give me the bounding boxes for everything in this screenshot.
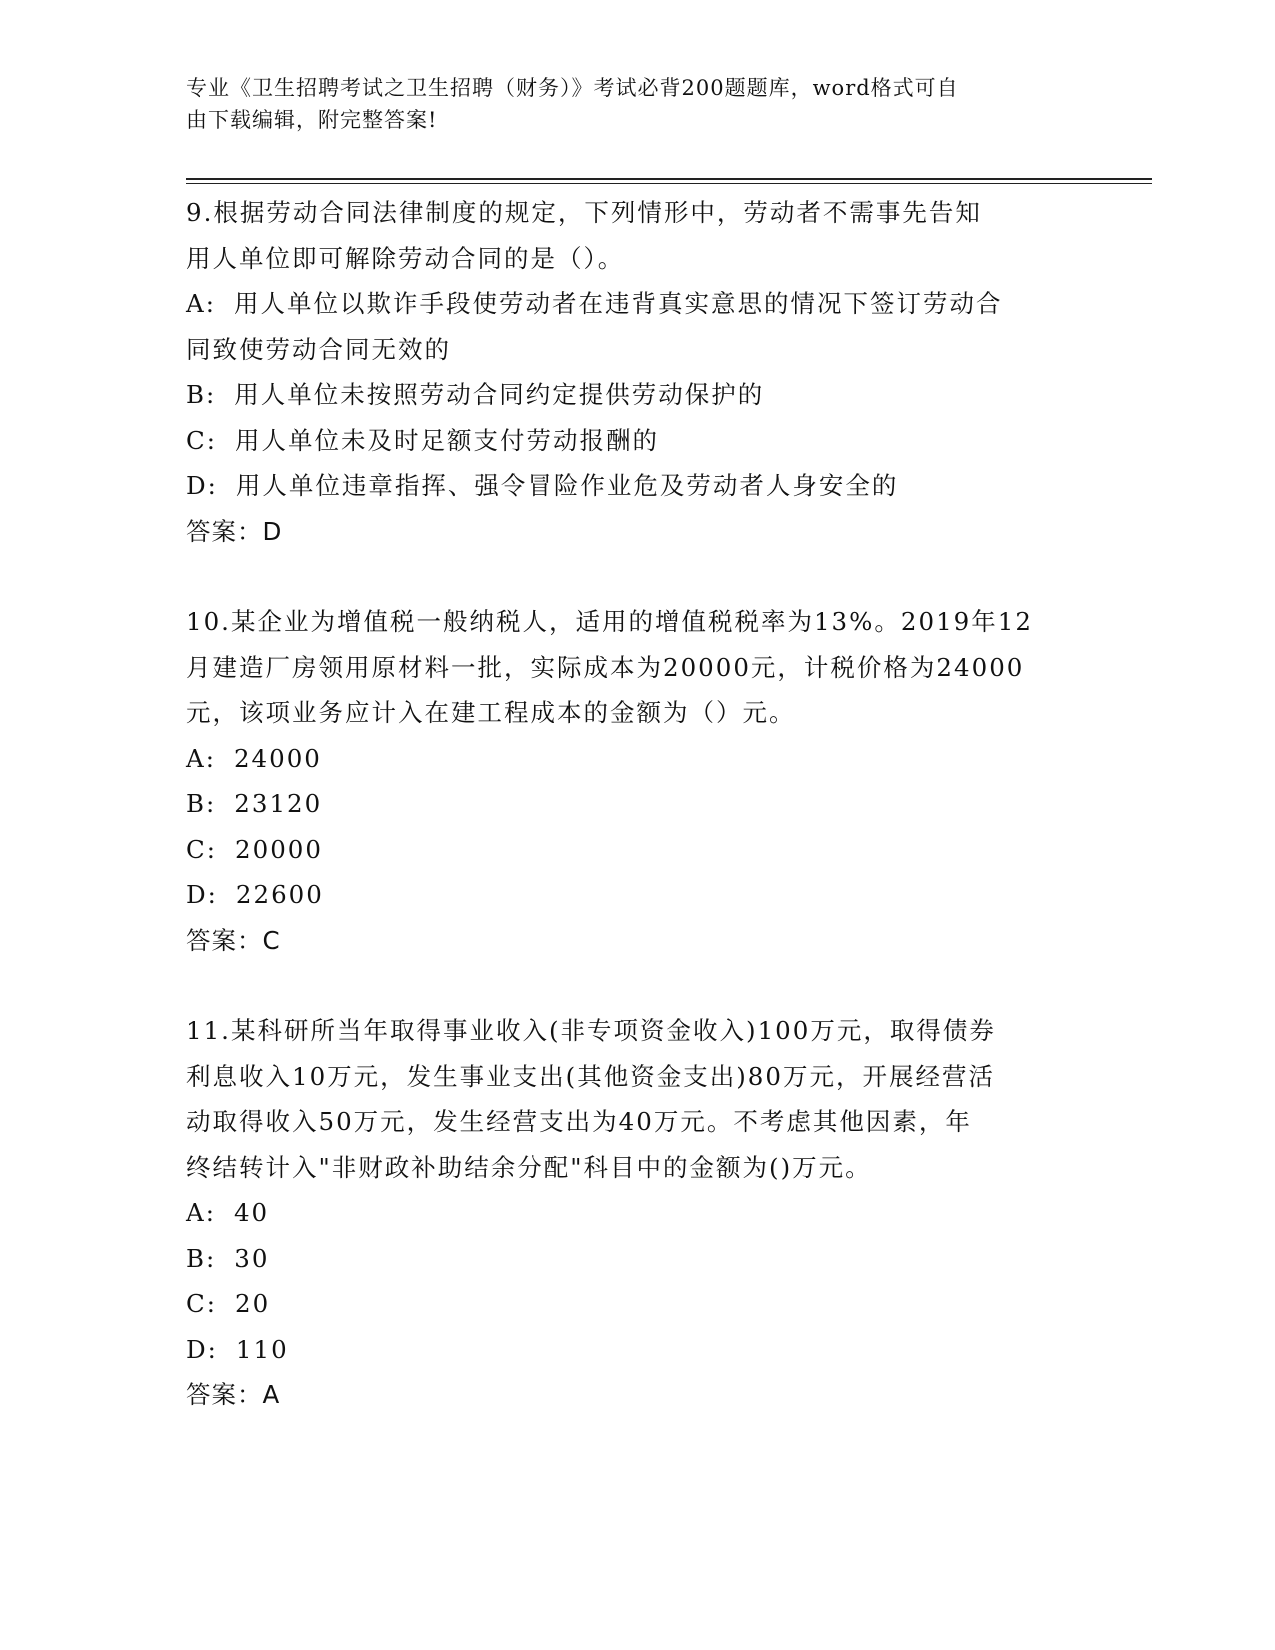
option-b bbox=[186, 372, 1086, 418]
question-stem bbox=[186, 1008, 1086, 1190]
option-letter: B: bbox=[186, 789, 217, 818]
option-list bbox=[186, 281, 1086, 509]
option-list bbox=[186, 736, 1086, 918]
stem-line: 终结转计入"非财政补助结余分配"科目中的金额为()万元。 bbox=[186, 1152, 872, 1182]
stem-line: 动取得收入50万元，发生经营支出为40万元。不考虑其他因素，年 bbox=[186, 1107, 972, 1136]
option-letter: C: bbox=[186, 1289, 218, 1318]
option-text: 20 bbox=[235, 1289, 271, 1318]
option-a bbox=[186, 736, 1086, 782]
stem-line: 10.某企业为增值税一般纳税人，适用的增值税税率为13%。2019年12 bbox=[186, 607, 1033, 636]
option-text: 20000 bbox=[235, 834, 323, 864]
stem-line: 9.根据劳动合同法律制度的规定，下列情形中，劳动者不需事先告知 bbox=[186, 198, 982, 227]
option-text: 110 bbox=[235, 1334, 289, 1364]
option-text: 同致使劳动合同无效的 bbox=[186, 334, 451, 364]
document-header bbox=[186, 72, 1066, 136]
question-9 bbox=[186, 190, 1086, 554]
option-letter: D: bbox=[186, 1334, 218, 1364]
stem-line: 11.某科研所当年取得事业收入(非专项资金收入)100万元，取得债券 bbox=[186, 1016, 996, 1045]
option-letter: B: bbox=[186, 380, 217, 409]
stem-line: 利息收入10万元，发生事业支出(其他资金支出)80万元，开展经营活 bbox=[186, 1061, 995, 1091]
question-list bbox=[186, 190, 1086, 1418]
option-letter: C: bbox=[186, 834, 218, 864]
option-letter: B: bbox=[186, 1243, 217, 1273]
option-letter: A: bbox=[186, 1198, 216, 1227]
option-text: 用人单位以欺诈手段使劳动者在违背真实意思的情况下签订劳动合 bbox=[233, 289, 1003, 318]
option-c bbox=[186, 827, 1086, 873]
option-d bbox=[186, 872, 1086, 918]
option-d bbox=[186, 1327, 1086, 1373]
question-11 bbox=[186, 1008, 1086, 1418]
header-divider-thin bbox=[186, 183, 1152, 184]
option-c bbox=[186, 1281, 1086, 1327]
header-line-2: 由下载编辑，附完整答案! bbox=[186, 108, 438, 132]
option-letter: D: bbox=[186, 471, 218, 500]
option-text: 40 bbox=[233, 1198, 270, 1227]
answer-line: 答案：A bbox=[186, 1380, 281, 1409]
option-text: 用人单位未按照劳动合同约定提供劳动保护的 bbox=[234, 380, 765, 409]
answer-line: 答案：C bbox=[186, 925, 281, 955]
stem-line: 月建造厂房领用原材料一批，实际成本为20000元，计税价格为24000 bbox=[186, 652, 1025, 682]
question-stem bbox=[186, 190, 1086, 281]
question-stem bbox=[186, 599, 1086, 736]
option-text: 24000 bbox=[233, 743, 322, 773]
stem-line: 用人单位即可解除劳动合同的是（）。 bbox=[186, 243, 625, 273]
option-letter: D: bbox=[186, 880, 218, 909]
option-list bbox=[186, 1190, 1086, 1372]
option-c bbox=[186, 418, 1086, 464]
option-d bbox=[186, 463, 1086, 509]
option-a bbox=[186, 1190, 1086, 1236]
option-a bbox=[186, 281, 1086, 372]
question-spacer bbox=[186, 554, 1086, 599]
question-10 bbox=[186, 599, 1086, 963]
header-line-1: 专业《卫生招聘考试之卫生招聘（财务）》考试必背200题题库，word格式可自 bbox=[186, 76, 959, 100]
option-text: 23120 bbox=[234, 789, 323, 818]
option-letter: A: bbox=[186, 743, 216, 773]
option-text: 30 bbox=[234, 1243, 270, 1273]
question-spacer bbox=[186, 963, 1086, 1008]
header-divider-thick bbox=[186, 178, 1152, 180]
stem-line: 元，该项业务应计入在建工程成本的金额为（）元。 bbox=[186, 698, 796, 727]
option-text: 用人单位违章指挥、强令冒险作业危及劳动者人身安全的 bbox=[235, 471, 899, 500]
answer-line: 答案：D bbox=[186, 516, 283, 546]
option-letter: A: bbox=[186, 289, 216, 318]
option-letter: C: bbox=[186, 425, 218, 455]
option-b bbox=[186, 1236, 1086, 1282]
option-b bbox=[186, 781, 1086, 827]
option-text: 用人单位未及时足额支付劳动报酬的 bbox=[235, 425, 660, 455]
option-text: 22600 bbox=[235, 880, 324, 909]
